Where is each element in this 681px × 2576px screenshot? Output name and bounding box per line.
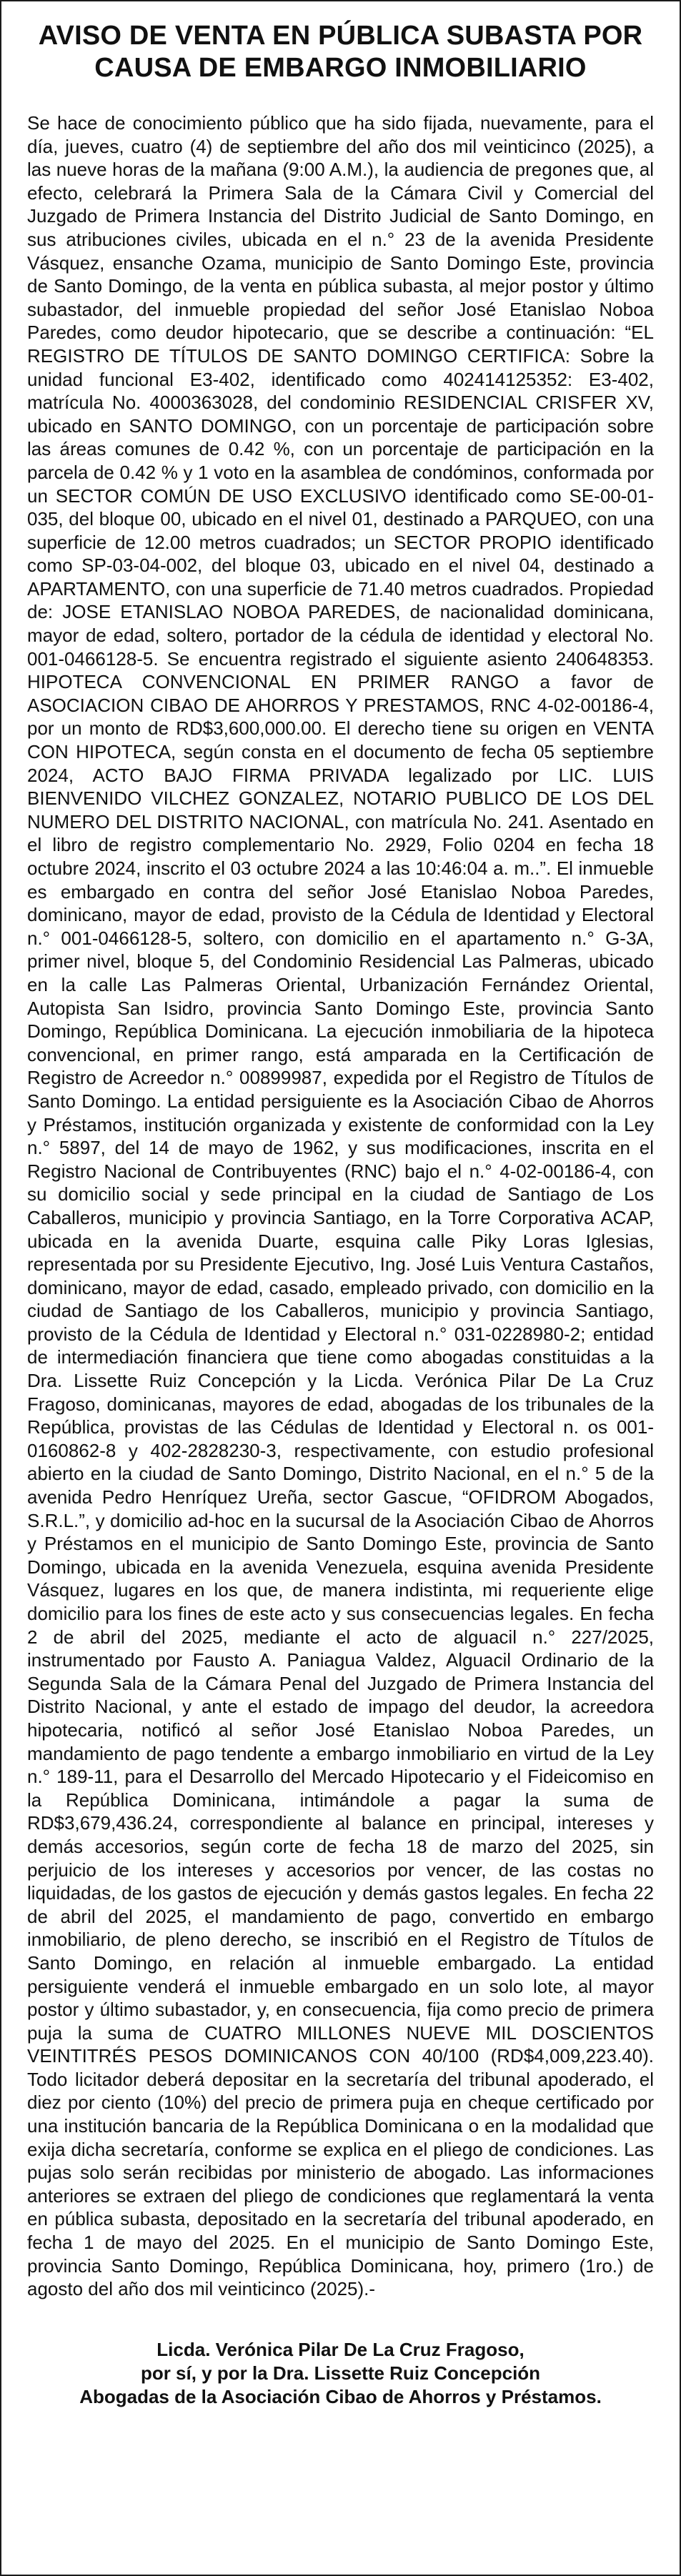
signature-line-1: Licda. Verónica Pilar De La Cruz Fragoso, (156, 2338, 525, 2360)
notice-title (27, 20, 654, 84)
notice-title-line-2: CAUSA DE EMBARGO INMOBILIARIO (94, 53, 587, 83)
signature-line-3: Abogadas de la Asociación Cibao de Ahorros y Préstamos. (79, 2385, 602, 2407)
notice-title-line-1: AVISO DE VENTA EN PÚBLICA SUBASTA POR (38, 21, 643, 51)
signature-line-2: por sí, y por la Dra. Lissette Ruiz Concepción (140, 2362, 541, 2384)
notice-body: Se hace de conocimiento público que ha sido fijada, nuevamente, para el día, jueves, cuatro (4) de septiembre del año dos mil veinticinco (2025), a las nueve horas de la mañana (9:00 A.M.), la audiencia de pregones que, al efecto, celebrará la Primera Sala de la Cámara Civil y Comercial del Juzgado de Primera Instancia del Distrito Judicial de Santo Domingo, en sus atribuciones civiles, ubicada en el n.° 23 de la avenida Presidente Vásquez, ensanche Ozama, municipio de Santo Domingo Este, provincia de Santo Domingo, de la venta en pública subasta, al mejor postor y último subastador, del inmueble propiedad del señor José Etanislao Noboa Paredes, como deudor hipotecario, que se describe a continuación: “EL REGISTRO DE TÍTULOS DE SANTO DOMINGO CERTIFICA: Sobre la unidad funcional E3-402, identificado como 402414125352: E3-402, matrícula No. 4000363028, del condominio RESIDENCIAL CRISFER XV, ubicado en SANTO DOMINGO, con un porcentaje de participación sobre las áreas comunes de 0.42 %, con un porcentaje de participación en la parcela de 0.42 % y 1 voto en la asamblea de condóminos, conformada por un SECTOR COMÚN DE USO EXCLUSIVO identificado como SE-00-01-035, del bloque 00, ubicado en el nivel 01, destinado a PARQUEO, con una superficie de 12.00 metros cuadrados; un SECTOR PROPIO identificado como SP-03-04-002, del bloque 03, ubicado en el nivel 04, destinado a APARTAMENTO, con una superficie de 71.40 metros cuadrados. Propiedad de: JOSE ETANISLAO NOBOA PAREDES, de nacionalidad dominicana, mayor de edad, soltero, portador de la cédula de identidad y electoral No. 001-0466128-5. Se encuentra registrado el siguiente asiento 240648353. HIPOTECA CONVENCIONAL EN PRIMER RANGO a favor de ASOCIACION CIBAO DE AHORROS Y PRESTAMOS, RNC 4-02-00186-4, por un monto de RD$3,600,000.00. El derecho tiene su origen en VENTA CON HIPOTECA, según consta en el documento de fecha 05 septiembre 2024, ACTO BAJO FIRMA PRIVADA legalizado por LIC. LUIS BIENVENIDO VILCHEZ GONZALEZ, NOTARIO PUBLICO DE LOS DEL NUMERO DEL DISTRITO NACIONAL, con matrícula No. 241. Asentado en el libro de registro complementario No. 2929, Folio 0204 en fecha 18 octubre 2024, inscrito el 03 octubre 2024 a las 10:46:04 a. m..”. El inmueble es embargado en contra del señor José Etanislao Noboa Paredes, dominicano, mayor de edad, provisto de la Cédula de Identidad y Electoral n.° 001-0466128-5, soltero, con domicilio en el apartamento n.° G-3A, primer nivel, bloque 5, del Condominio Residencial Las Palmeras, ubicado en la calle Las Palmeras Oriental, Urbanización Fernández Oriental, Autopista San Isidro, provincia Santo Domingo Este, provincia Santo Domingo, República Dominicana. La ejecución inmobiliaria de la hipoteca convencional, en primer rango, está amparada en la Certificación de Registro de Acreedor n.° 00899987, expedida por el Registro de Títulos de Santo Domingo. La entidad persiguiente es la Asociación Cibao de Ahorros y Préstamos, institución organizada y existente de conformidad con la Ley n.° 5897, del 14 de mayo de 1962, y sus modificaciones, inscrita en el Registro Nacional de Contribuyentes (RNC) bajo el n.° 4-02-00186-4, con su domicilio social y sede principal en la ciudad de Santiago de Los Caballeros, municipio y provincia Santiago, en la Torre Corporativa ACAP, ubicada en la avenida Duarte, esquina calle Piky Loras Iglesias, representada por su Presidente Ejecutivo, Ing. José Luis Ventura Castaños, dominicano, mayor de edad, casado, empleado privado, con domicilio en la ciudad de Santiago de los Caballeros, municipio y provincia Santiago, provisto de la Cédula de Identidad y Electoral n.° 031-0228980-2; entidad de intermediación financiera que tiene como abogadas constituidas a la Dra. Lissette Ruiz Concepción y la Licda. Verónica Pilar De La Cruz Fragoso, dominicanas, mayores de edad, abogadas de los tribunales de la República, provistas de las Cédulas de Identidad y Electoral n. os 001-0160862-8 y 402-2828230-3, respectivamente, con estudio profesional abierto en la ciudad de Santo Domingo, Distrito Nacional, en el n.° 5 de la avenida Pedro Henríquez Ureña, sector Gascue, “OFIDROM Abogados, S.R.L.”, y domicilio ad-hoc en la sucursal de la Asociación Cibao de Ahorros y Préstamos en el municipio de Santo Domingo Este, provincia de Santo Domingo, ubicada en la avenida Venezuela, esquina avenida Presidente Vásquez, lugares en los que, de manera indistinta, mi requeriente elige domicilio para los fines de este acto y sus consecuencias legales. En fecha 2 de abril del 2025, mediante el acto de alguacil n.° 227/2025, instrumentado por Fausto A. Paniagua Valdez, Alguacil Ordinario de la Segunda Sala de la Cámara Penal del Juzgado de Primera Instancia del Distrito Nacional, y ante el estado de impago del deudor, la acreedora hipotecaria, notificó al señor José Etanislao Noboa Paredes, un mandamiento de pago tendente a embargo inmobiliario en virtud de la Ley n.° 189-11, para el Desarrollo del Mercado Hipotecario y el Fideicomiso en la República Dominicana, intimándole a pagar la suma de RD$3,679,436.24, correspondiente al balance en principal, intereses y demás accesorios, según corte de fecha 18 de marzo del 2025, sin perjuicio de los intereses y accesorios por vencer, de las costas no liquidadas, de los gastos de ejecución y demás gastos legales. En fecha 22 de abril del 2025, el mandamiento de pago, convertido en embargo inmobiliario, de pleno derecho, se inscribió en el Registro de Títulos de Santo Domingo, en relación al inmueble embargado. La entidad persiguiente venderá el inmueble embargado en un solo lote, al mayor postor y último subastador, y, en consecuencia, fija como precio de primera puja la suma de CUATRO MILLONES NUEVE MIL DOSCIENTOS VEINTITRÉS PESOS DOMINICANOS CON 40/100 (RD$4,009,223.40). Todo licitador deberá depositar en la secretaría del tribunal apoderado, el diez por ciento (10%) del precio de primera puja en cheque certificado por una institución bancaria de la República Dominicana o en la modalidad que exija dicha secretaría, conforme se explica en el pliego de condiciones. Las pujas solo serán recibidas por ministerio de abogado. Las informaciones anteriores se extraen del pliego de condiciones que reglamentará la venta en pública subasta, depositado en la secretaría del tribunal apoderado, en fecha 1 de mayo del 2025. En el municipio de Santo Domingo Este, provincia Santo Domingo, República Dominicana, hoy, primero (1ro.) de agosto del año dos mil veinticinco (2025).- (27, 112, 654, 2300)
signature-block (27, 2338, 654, 2409)
